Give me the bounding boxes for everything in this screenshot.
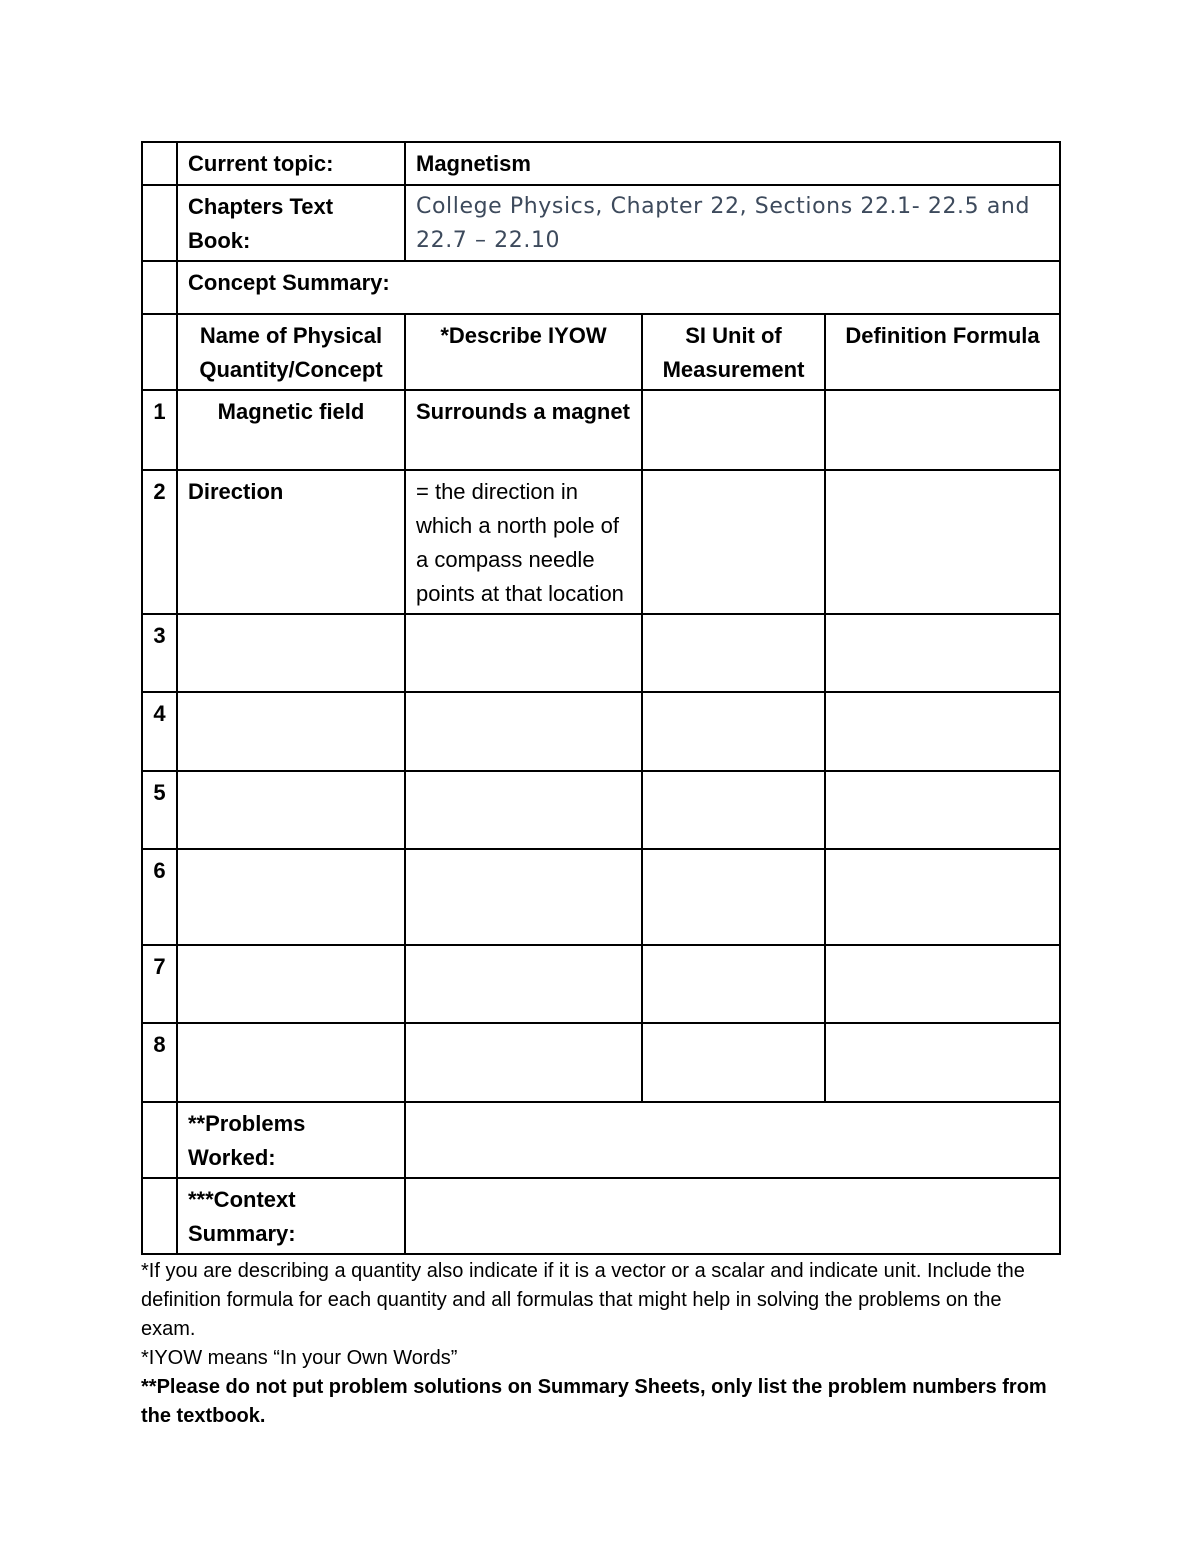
context-summary-row: [142, 1178, 1060, 1254]
table-row: [142, 692, 1060, 771]
row-number: 6: [142, 849, 177, 945]
row-number-cell: [142, 142, 177, 185]
column-header-row: [142, 314, 1060, 390]
table-row: [142, 945, 1060, 1023]
si-unit-cell[interactable]: [642, 771, 825, 849]
textbook-row: [142, 185, 1060, 261]
row-number-cell: [142, 314, 177, 390]
table-row: [142, 390, 1060, 470]
quantity-name-cell[interactable]: [177, 849, 405, 945]
row-number: 7: [142, 945, 177, 1023]
context-summary-value[interactable]: [405, 1178, 1060, 1254]
describe-cell[interactable]: [405, 945, 642, 1023]
problems-worked-label: **Problems Worked:: [177, 1102, 405, 1178]
describe-cell[interactable]: Surrounds a magnet: [405, 390, 642, 470]
problems-worked-value[interactable]: [405, 1102, 1060, 1178]
column-header-formula: Definition Formula: [825, 314, 1060, 390]
quantity-name-cell[interactable]: [177, 1023, 405, 1102]
row-number-cell: [142, 1102, 177, 1178]
formula-cell[interactable]: [825, 692, 1060, 771]
si-unit-cell[interactable]: [642, 390, 825, 470]
row-number-cell: [142, 1178, 177, 1254]
formula-cell[interactable]: [825, 849, 1060, 945]
table-row: [142, 849, 1060, 945]
summary-sheet: [141, 141, 1059, 1431]
footnote-iyow: *IYOW means “In your Own Words”: [141, 1347, 458, 1369]
quantity-name-cell[interactable]: [177, 945, 405, 1023]
row-number-cell: [142, 261, 177, 314]
si-unit-cell[interactable]: [642, 945, 825, 1023]
table-row: [142, 771, 1060, 849]
column-header-name: Name of Physical Quantity/Concept: [177, 314, 405, 390]
problems-worked-row: [142, 1102, 1060, 1178]
si-unit-cell[interactable]: [642, 470, 825, 614]
si-unit-cell[interactable]: [642, 614, 825, 692]
formula-cell[interactable]: [825, 945, 1060, 1023]
quantity-name-cell[interactable]: [177, 692, 405, 771]
topic-label: Current topic:: [177, 142, 405, 185]
formula-cell[interactable]: [825, 771, 1060, 849]
summary-table: [141, 141, 1061, 1255]
footnote-problems: **Please do not put problem solutions on Summary Sheets, only list the problem numbers from the textbook.: [141, 1376, 1047, 1427]
footnote-describe: *If you are describing a quantity also indicate if it is a vector or a scalar and indicate unit. Include the definition formula for each quantity and all formulas that might help in solving the problems on the exam.: [141, 1260, 1025, 1340]
row-number: 8: [142, 1023, 177, 1102]
table-row: [142, 1023, 1060, 1102]
quantity-name-cell[interactable]: Magnetic field: [177, 390, 405, 470]
formula-cell[interactable]: [825, 1023, 1060, 1102]
quantity-name-cell[interactable]: Direction: [177, 470, 405, 614]
table-row: [142, 614, 1060, 692]
describe-cell[interactable]: [405, 614, 642, 692]
formula-cell[interactable]: [825, 470, 1060, 614]
table-row: [142, 470, 1060, 614]
describe-cell[interactable]: = the direction in which a north pole of a compass needle points at that location: [405, 470, 642, 614]
quantity-name-cell[interactable]: [177, 614, 405, 692]
topic-value[interactable]: Magnetism: [405, 142, 1060, 185]
textbook-value[interactable]: College Physics, Chapter 22, Sections 22.1- 22.5 and 22.7 – 22.10: [405, 185, 1060, 261]
formula-cell[interactable]: [825, 614, 1060, 692]
column-header-si-unit: SI Unit of Measurement: [642, 314, 825, 390]
si-unit-cell[interactable]: [642, 849, 825, 945]
describe-cell[interactable]: [405, 1023, 642, 1102]
describe-cell[interactable]: [405, 692, 642, 771]
describe-cell[interactable]: [405, 771, 642, 849]
row-number: 4: [142, 692, 177, 771]
row-number: 2: [142, 470, 177, 614]
describe-cell[interactable]: [405, 849, 642, 945]
textbook-label: Chapters Text Book:: [177, 185, 405, 261]
row-number-cell: [142, 185, 177, 261]
row-number: 3: [142, 614, 177, 692]
column-header-describe: *Describe IYOW: [405, 314, 642, 390]
si-unit-cell[interactable]: [642, 692, 825, 771]
row-number: 5: [142, 771, 177, 849]
si-unit-cell[interactable]: [642, 1023, 825, 1102]
concept-summary-label: Concept Summary:: [177, 261, 1060, 314]
concept-summary-row: [142, 261, 1060, 314]
formula-cell[interactable]: [825, 390, 1060, 470]
footnotes: [141, 1257, 1059, 1431]
row-number: 1: [142, 390, 177, 470]
quantity-name-cell[interactable]: [177, 771, 405, 849]
topic-row: [142, 142, 1060, 185]
context-summary-label: ***Context Summary:: [177, 1178, 405, 1254]
